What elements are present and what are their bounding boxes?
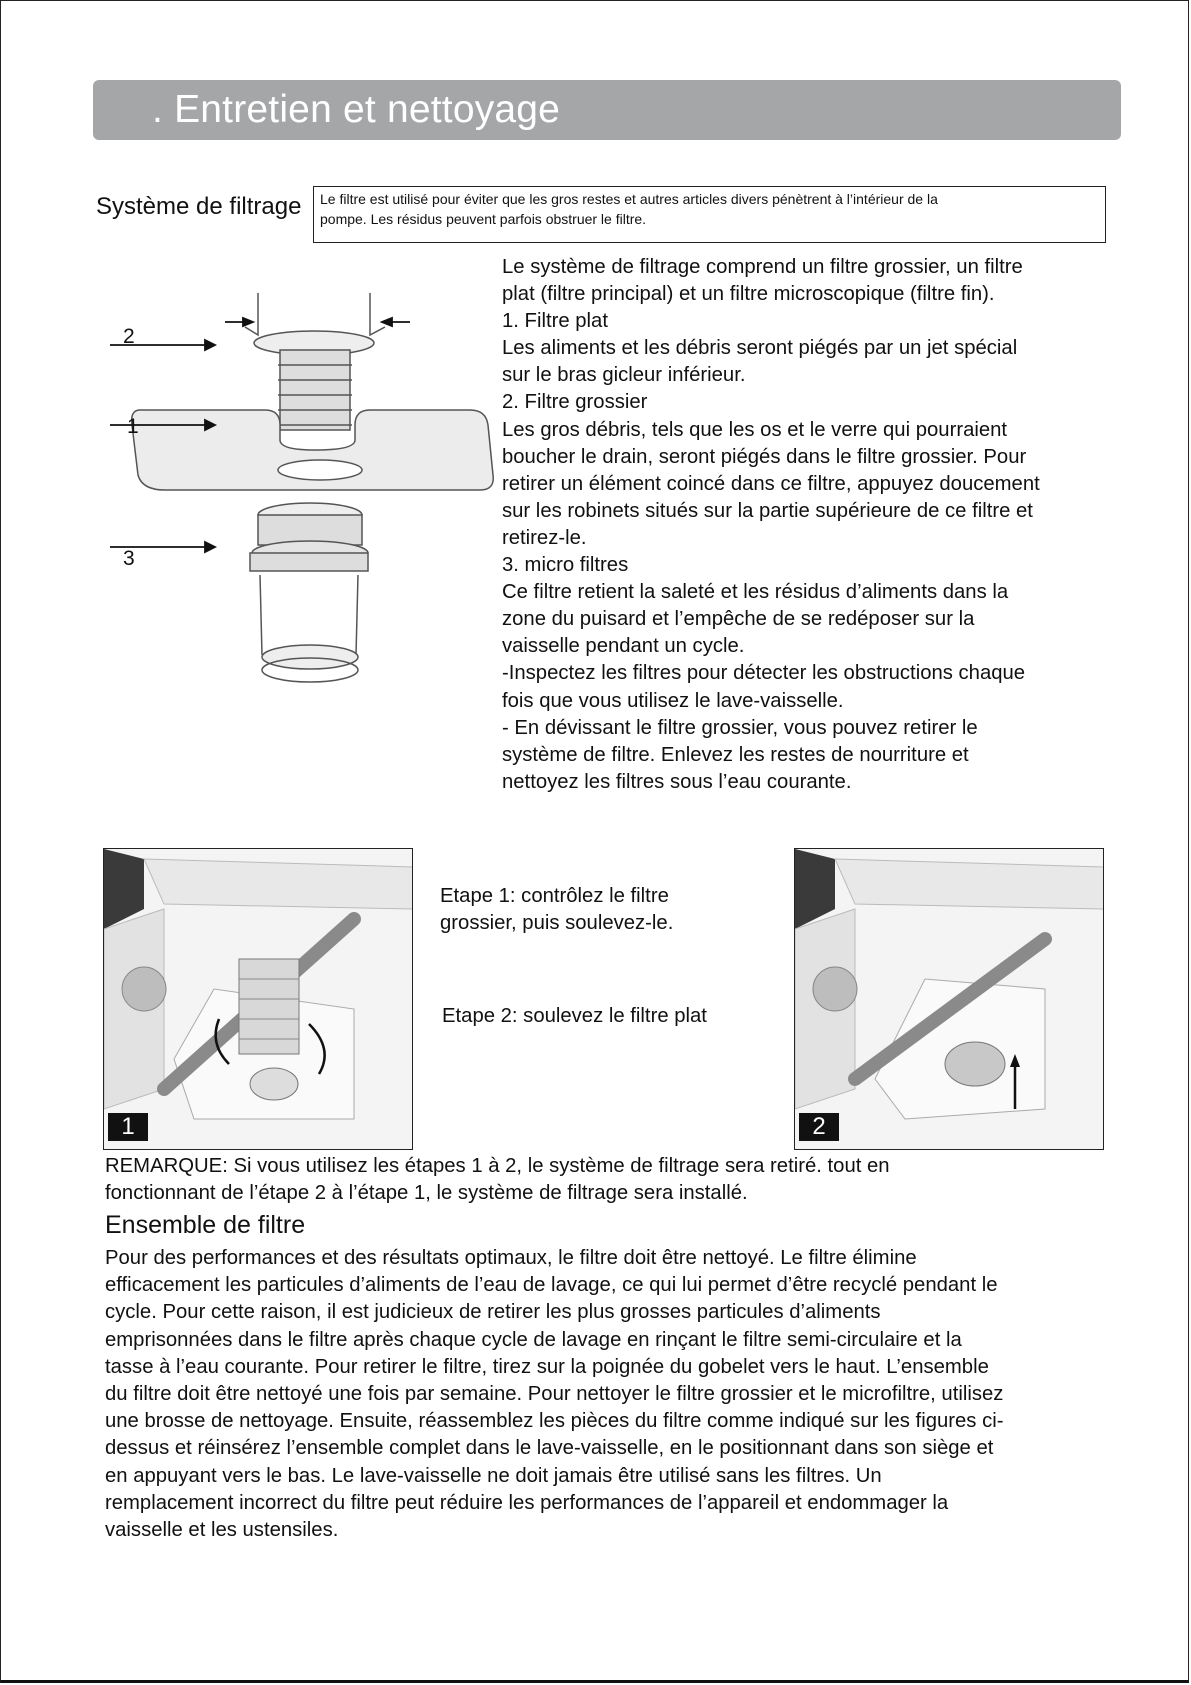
desc-line: retirer un élément coincé dans ce filtre, appuyez doucement — [502, 472, 1040, 495]
step1-line: Etape 1: contrôlez le filtre — [440, 885, 669, 907]
remark-line: fonctionnant de l’étape 2 à l’étape 1, le système de filtrage sera installé. — [105, 1182, 748, 1205]
filter-assembly-paragraph — [105, 1245, 1115, 1544]
desc-line: Le système de filtrage comprend un filtre grossier, un filtre — [502, 256, 1023, 278]
page-title: . Entretien et nettoyage — [152, 88, 561, 131]
filter-note-box — [313, 186, 1106, 243]
desc-line: fois que vous utilisez le lave-vaisselle. — [502, 689, 844, 712]
step2-number: 2 — [799, 1113, 839, 1141]
step1-text — [440, 883, 673, 937]
desc-line: sur le bras gicleur inférieur. — [502, 364, 746, 387]
step2-illustration — [795, 849, 1104, 1150]
para-line: en appuyant vers le bas. Le lave-vaisselle ne doit jamais être utilisé sans les filtres. Un — [105, 1464, 882, 1487]
desc-line: boucher le drain, seront piégés dans le filtre grossier. Pour — [502, 445, 1027, 468]
step1-illustration — [104, 849, 413, 1150]
desc-line: -Inspectez les filtres pour détecter les obstructions chaque — [502, 662, 1026, 685]
remark-note — [105, 1153, 1115, 1207]
para-line: du filtre doit être nettoyé une fois par semaine. Pour nettoyer le filtre grossier et le microfiltre, utilisez — [105, 1383, 1004, 1406]
step1-photo — [103, 848, 413, 1150]
step1-number: 1 — [108, 1113, 148, 1141]
filter-system-label: Système de filtrage — [96, 193, 302, 220]
para-line: cycle. Pour cette raison, il est judicieux de retirer les plus grosses particules d’aliments — [105, 1301, 881, 1324]
desc-line: Les aliments et les débris seront piégés par un jet spécial — [502, 337, 1018, 360]
para-line: Pour des performances et des résultats optimaux, le filtre doit être nettoyé. Le filtre élimine — [105, 1247, 917, 1269]
para-line: vaisselle et les ustensiles. — [105, 1519, 339, 1542]
filter-system-description — [502, 254, 1102, 796]
desc-line: Les gros débris, tels que les os et le verre qui pourraient — [502, 418, 1008, 441]
desc-line: - En dévissant le filtre grossier, vous pouvez retirer le — [502, 716, 978, 739]
desc-line: vaisselle pendant un cycle. — [502, 635, 745, 658]
desc-line: zone du puisard et l’empêche de se redéposer sur la — [502, 608, 975, 631]
para-line: remplacement incorrect du filtre peut réduire les performances de l’appareil et endommager la — [105, 1491, 949, 1514]
desc-line: retirez-le. — [502, 526, 587, 549]
diagram-label-3: 3 — [123, 547, 135, 570]
filter-exploded-diagram — [110, 285, 500, 705]
desc-line: système de filtre. Enlevez les restes de nourriture et — [502, 743, 969, 766]
step2-text: Etape 2: soulevez le filtre plat — [442, 1005, 707, 1027]
diagram-label-2: 2 — [123, 325, 135, 348]
desc-line: sur les robinets situés sur la partie supérieure de ce filtre et — [502, 499, 1033, 522]
para-line: tasse à l’eau courante. Pour retirer le filtre, tirez sur la poignée du gobelet vers le haut. L’ensemble — [105, 1355, 989, 1378]
filter-diagram-drawing — [110, 285, 500, 705]
desc-line: 3. micro filtres — [502, 554, 629, 577]
para-line: efficacement les particules d’aliments de l’eau de lavage, ce qui lui permet d’être recyclé pendant le — [105, 1274, 998, 1297]
para-line: une brosse de nettoyage. Ensuite, réassemblez les pièces du filtre comme indiqué sur les figures ci- — [105, 1410, 1004, 1433]
desc-line: 2. Filtre grossier — [502, 391, 648, 414]
diagram-label-1: 1 — [127, 415, 139, 438]
note-line: Le filtre est utilisé pour éviter que les gros restes et autres articles divers pénètrent à l’intérieur de la — [320, 191, 938, 207]
step1-line: grossier, puis soulevez-le. — [440, 912, 674, 935]
step2-photo — [794, 848, 1104, 1150]
desc-line: Ce filtre retient la saleté et les résidus d’aliments dans la — [502, 581, 1009, 604]
filter-assembly-heading: Ensemble de filtre — [105, 1211, 306, 1239]
note-line: pompe. Les résidus peuvent parfois obstruer le filtre. — [320, 211, 647, 227]
remark-line: REMARQUE: Si vous utilisez les étapes 1 à 2, le système de filtrage sera retiré. tout en — [105, 1155, 890, 1177]
desc-line: nettoyez les filtres sous l’eau courante. — [502, 770, 852, 793]
desc-line: 1. Filtre plat — [502, 310, 608, 333]
desc-line: plat (filtre principal) et un filtre microscopique (filtre fin). — [502, 283, 995, 306]
para-line: emprisonnées dans le filtre après chaque cycle de lavage en rinçant le filtre semi-circulaire et la — [105, 1328, 962, 1351]
para-line: dessus et réinsérez l’ensemble complet dans le lave-vaisselle, en le positionnant dans son siège et — [105, 1437, 994, 1460]
